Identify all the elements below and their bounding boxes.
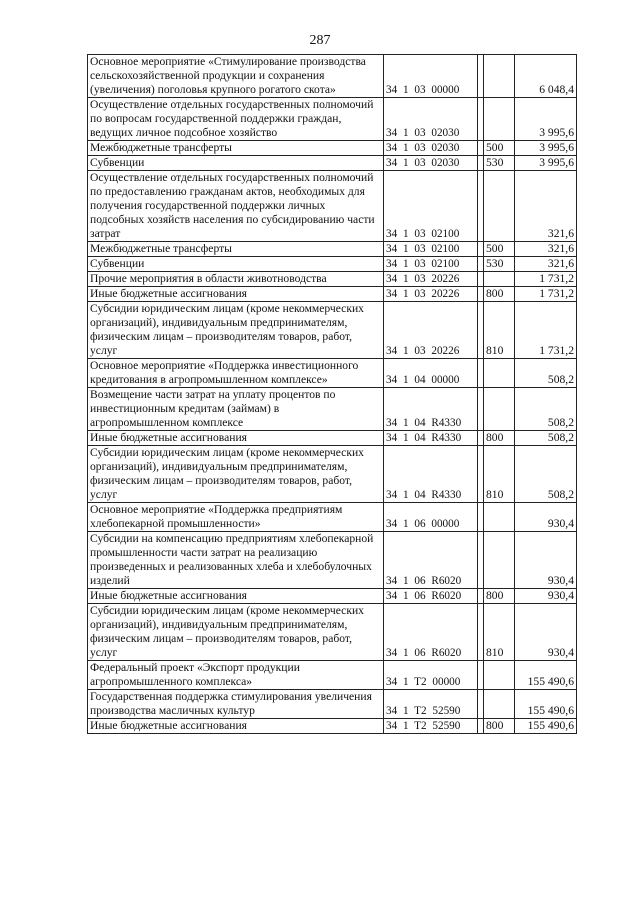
row-name: Иные бюджетные ассигнования xyxy=(88,589,384,604)
table-row xyxy=(88,55,577,98)
row-amount: 508,2 xyxy=(515,446,577,503)
row-expense-type: 530 xyxy=(484,257,515,272)
row-expense-type xyxy=(484,359,515,388)
row-expense-type xyxy=(484,661,515,690)
row-amount: 3 995,6 xyxy=(515,156,577,171)
row-amount: 1 731,2 xyxy=(515,287,577,302)
row-code: 34 1 03 02030 xyxy=(384,98,478,141)
row-expense-type xyxy=(484,532,515,589)
table-row xyxy=(88,661,577,690)
row-expense-type: 810 xyxy=(484,446,515,503)
row-expense-type xyxy=(484,272,515,287)
row-code: 34 1 06 00000 xyxy=(384,503,478,532)
table-row xyxy=(88,604,577,661)
table-row xyxy=(88,171,577,242)
row-code: 34 1 06 R6020 xyxy=(384,589,478,604)
row-code: 34 1 T2 52590 xyxy=(384,719,478,734)
row-expense-type: 800 xyxy=(484,287,515,302)
row-code: 34 1 06 R6020 xyxy=(384,604,478,661)
row-code: 34 1 03 02030 xyxy=(384,156,478,171)
row-code: 34 1 04 00000 xyxy=(384,359,478,388)
table-row xyxy=(88,690,577,719)
row-expense-type: 800 xyxy=(484,719,515,734)
table-row xyxy=(88,431,577,446)
row-name: Возмещение части затрат на уплату процентов по инвестиционным кредитам (займам) в агропромышленном комплексе xyxy=(88,388,384,431)
row-name: Прочие мероприятия в области животноводства xyxy=(88,272,384,287)
row-amount: 155 490,6 xyxy=(515,690,577,719)
row-name: Иные бюджетные ассигнования xyxy=(88,719,384,734)
table-row xyxy=(88,302,577,359)
row-code: 34 1 03 02030 xyxy=(384,141,478,156)
row-name: Государственная поддержка стимулирования увеличения производства масличных культур xyxy=(88,690,384,719)
row-code: 34 1 03 20226 xyxy=(384,302,478,359)
row-expense-type: 500 xyxy=(484,242,515,257)
row-name: Межбюджетные трансферты xyxy=(88,242,384,257)
row-expense-type: 800 xyxy=(484,589,515,604)
table-row xyxy=(88,589,577,604)
row-amount: 155 490,6 xyxy=(515,661,577,690)
table-row xyxy=(88,287,577,302)
table-row xyxy=(88,532,577,589)
row-expense-type: 800 xyxy=(484,431,515,446)
row-amount: 930,4 xyxy=(515,532,577,589)
row-code: 34 1 03 20226 xyxy=(384,287,478,302)
row-amount: 930,4 xyxy=(515,589,577,604)
row-name: Субсидии на компенсацию предприятиям хлебопекарной промышленности части затрат на реализацию произведенных и реализованных хлеба и хлебобулочных изделий xyxy=(88,532,384,589)
table-row xyxy=(88,242,577,257)
row-expense-type xyxy=(484,388,515,431)
row-name: Межбюджетные трансферты xyxy=(88,141,384,156)
row-amount: 155 490,6 xyxy=(515,719,577,734)
table-row xyxy=(88,257,577,272)
row-expense-type: 530 xyxy=(484,156,515,171)
row-expense-type: 810 xyxy=(484,604,515,661)
row-name: Основное мероприятие «Поддержка инвестиционного кредитования в агропромышленном комплексе» xyxy=(88,359,384,388)
row-name: Субвенции xyxy=(88,156,384,171)
table-row xyxy=(88,503,577,532)
row-name: Осуществление отдельных государственных полномочий по предоставлению гражданам актов, необходимых для получения государственной поддержки личных подсобных хозяйств населения по субсидированию части затрат xyxy=(88,171,384,242)
row-name: Федеральный проект «Экспорт продукции агропромышленного комплекса» xyxy=(88,661,384,690)
row-name: Основное мероприятие «Стимулирование производства сельскохозяйственной продукции и сохранения (увеличения) поголовья крупного рогатого скота» xyxy=(88,55,384,98)
row-code: 34 1 T2 52590 xyxy=(384,690,478,719)
row-amount: 1 731,2 xyxy=(515,302,577,359)
row-name: Осуществление отдельных государственных полномочий по вопросам государственной поддержки граждан, ведущих личное подсобное хозяйство xyxy=(88,98,384,141)
row-code: 34 1 04 R4330 xyxy=(384,446,478,503)
budget-table-body xyxy=(88,55,577,734)
row-code: 34 1 T2 00000 xyxy=(384,661,478,690)
row-name: Иные бюджетные ассигнования xyxy=(88,287,384,302)
table-row xyxy=(88,359,577,388)
table-row xyxy=(88,156,577,171)
row-code: 34 1 06 R6020 xyxy=(384,532,478,589)
row-code: 34 1 03 02100 xyxy=(384,171,478,242)
row-expense-type xyxy=(484,98,515,141)
table-row xyxy=(88,719,577,734)
row-code: 34 1 03 02100 xyxy=(384,257,478,272)
table-row xyxy=(88,388,577,431)
table-row xyxy=(88,141,577,156)
page-number: 287 xyxy=(309,33,331,48)
row-name: Иные бюджетные ассигнования xyxy=(88,431,384,446)
table-row xyxy=(88,446,577,503)
row-amount: 3 995,6 xyxy=(515,98,577,141)
row-amount: 508,2 xyxy=(515,431,577,446)
row-code: 34 1 04 R4330 xyxy=(384,431,478,446)
row-name: Субсидии юридическим лицам (кроме некоммерческих организаций), индивидуальным предпринимателям, физическим лицам – производителям товаров, работ, услуг xyxy=(88,446,384,503)
row-expense-type: 810 xyxy=(484,302,515,359)
row-code: 34 1 03 20226 xyxy=(384,272,478,287)
row-code: 34 1 03 00000 xyxy=(384,55,478,98)
row-amount: 6 048,4 xyxy=(515,55,577,98)
row-code: 34 1 04 R4330 xyxy=(384,388,478,431)
row-name: Субсидии юридическим лицам (кроме некоммерческих организаций), индивидуальным предпринимателям, физическим лицам – производителям товаров, работ, услуг xyxy=(88,302,384,359)
row-name: Субсидии юридическим лицам (кроме некоммерческих организаций), индивидуальным предпринимателям, физическим лицам – производителям товаров, работ, услуг xyxy=(88,604,384,661)
table-row xyxy=(88,98,577,141)
row-expense-type xyxy=(484,55,515,98)
row-amount: 930,4 xyxy=(515,503,577,532)
row-amount: 321,6 xyxy=(515,242,577,257)
row-name: Субвенции xyxy=(88,257,384,272)
row-amount: 508,2 xyxy=(515,359,577,388)
row-amount: 930,4 xyxy=(515,604,577,661)
row-amount: 321,6 xyxy=(515,171,577,242)
row-expense-type: 500 xyxy=(484,141,515,156)
table-row xyxy=(88,272,577,287)
row-name: Основное мероприятие «Поддержка предприятиям хлебопекарной промышленности» xyxy=(88,503,384,532)
row-amount: 321,6 xyxy=(515,257,577,272)
row-amount: 1 731,2 xyxy=(515,272,577,287)
row-expense-type xyxy=(484,690,515,719)
row-code: 34 1 03 02100 xyxy=(384,242,478,257)
row-amount: 3 995,6 xyxy=(515,141,577,156)
row-amount: 508,2 xyxy=(515,388,577,431)
budget-table xyxy=(87,54,577,734)
row-expense-type xyxy=(484,171,515,242)
row-expense-type xyxy=(484,503,515,532)
